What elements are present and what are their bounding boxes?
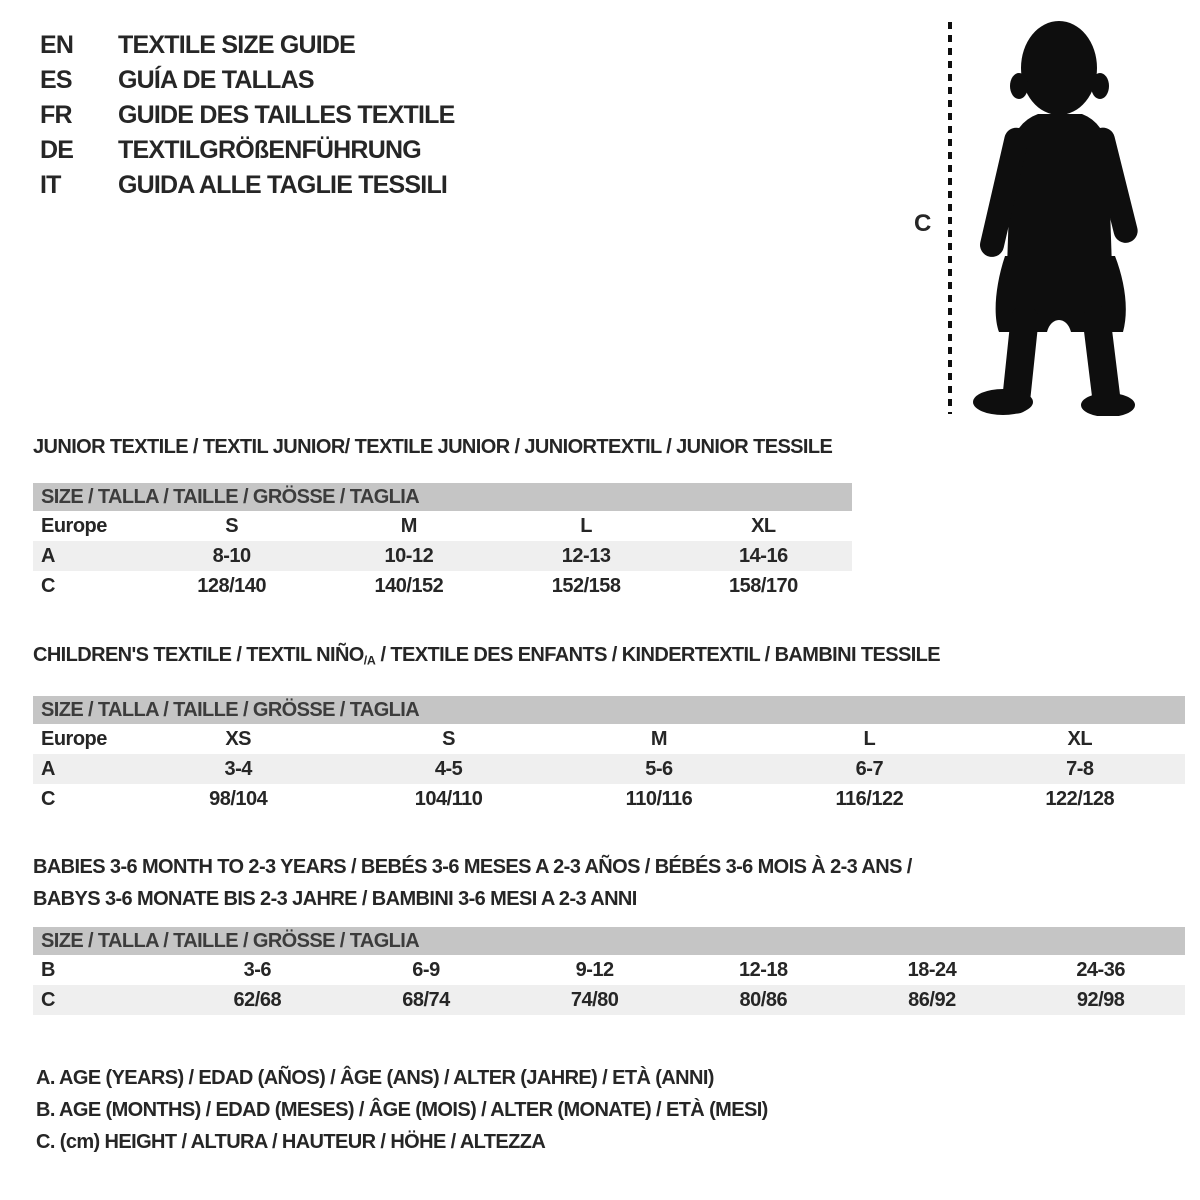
row-label: Europe [41,727,107,750]
legend-age-months: B. AGE (MONTHS) / EDAD (MESES) / ÂGE (MOIS) / ALTER (MONATE) / ETÀ (MESI) [36,1099,768,1121]
children-title-subscript: /A [363,653,376,668]
table-row-europe [33,511,852,541]
children-section-title [33,644,1185,671]
size-cell: M [400,514,417,537]
height-cell: 98/104 [209,787,268,810]
row-label: Europe [41,514,107,537]
height-cell: 128/140 [197,574,267,597]
size-cell: L [580,514,592,537]
row-label: C [41,787,55,810]
height-measure-line [948,22,952,414]
language-code: EN [40,31,74,59]
legend [36,1062,768,1158]
language-title: GUIDA ALLE TAGLIE TESSILI [118,171,448,199]
size-cell: S [225,514,239,537]
table-row-age [33,541,852,571]
size-cell: M [650,727,668,750]
age-cell: 3-6 [243,958,272,981]
height-cell: 74/80 [570,988,619,1011]
age-cell: 10-12 [384,544,434,567]
language-row-fr [40,98,455,133]
height-cell: 62/68 [233,988,282,1011]
age-cell: 3-4 [224,757,252,780]
language-title: TEXTILGRÖßENFÜHRUNG [118,136,421,164]
age-cell: 18-24 [907,958,957,981]
table-row-age [33,754,1185,784]
row-label: C [41,988,55,1011]
language-code: IT [40,171,61,199]
children-size-table [33,724,1185,814]
age-cell: 24-36 [1076,958,1125,981]
age-cell: 4-5 [434,757,463,780]
language-code: DE [40,136,74,164]
age-cell: 8-10 [212,544,251,567]
table-row-height [33,784,1185,814]
babies-title-line2: BABYS 3-6 MONATE BIS 2-3 JAHRE / BAMBINI 3-6 MESI A 2-3 ANNI [33,888,637,910]
table-row-height [33,985,1185,1015]
age-cell: 7-8 [1066,757,1094,780]
babies-section [33,851,1185,1015]
size-cell: XS [225,727,252,750]
babies-section-title [33,851,1185,915]
row-label: A [41,757,55,780]
table-row-age-months [33,955,1185,985]
babies-size-table [33,955,1185,1015]
age-cell: 6-7 [855,757,884,780]
size-cell: XL [1067,727,1093,750]
height-cell: 104/110 [414,787,483,810]
junior-size-header: SIZE / TALLA / TAILLE / GRÖSSE / TAGLIA [33,483,852,511]
row-label: B [41,958,55,981]
age-cell: 14-16 [739,544,788,567]
junior-section [33,436,852,601]
children-title-text: CHILDREN'S TEXTILE / TEXTIL NIÑO [33,644,364,666]
language-title: TEXTILE SIZE GUIDE [118,31,356,59]
language-row-de [40,133,455,168]
row-label: A [41,544,55,567]
language-row-en [40,28,455,63]
legend-age-years: A. AGE (YEARS) / EDAD (AÑOS) / ÂGE (ANS) / ALTER (JAHRE) / ETÀ (ANNI) [36,1067,714,1089]
language-title: GUIDE DES TAILLES TEXTILE [118,101,455,129]
height-cell: 92/98 [1076,988,1125,1011]
junior-size-table [33,511,852,601]
children-size-header: SIZE / TALLA / TAILLE / GRÖSSE / TAGLIA [33,696,1185,724]
legend-height-cm: C. (cm) HEIGHT / ALTURA / HAUTEUR / HÖHE / ALTEZZA [36,1131,546,1153]
children-section [33,644,1185,814]
babies-size-header: SIZE / TALLA / TAILLE / GRÖSSE / TAGLIA [33,927,1185,955]
age-cell: 12-18 [738,958,788,981]
height-cell: 116/122 [835,787,904,810]
toddler-silhouette-icon [958,16,1142,416]
height-cell: 158/170 [728,574,798,597]
age-cell: 5-6 [645,757,673,780]
language-code: FR [40,101,72,129]
height-cell: 86/92 [908,988,956,1011]
size-cell: S [442,727,455,750]
height-cell: 152/158 [551,574,621,597]
size-cell: L [863,727,876,750]
children-title-text: / TEXTILE DES ENFANTS / KINDERTEXTIL / BAMBINI TESSILE [375,644,941,666]
size-cell: XL [751,514,776,537]
language-row-es [40,63,455,98]
height-cell: 140/152 [374,574,444,597]
age-cell: 12-13 [561,544,611,567]
table-row-height [33,571,852,601]
height-cell: 110/116 [625,787,693,810]
junior-section-title: JUNIOR TEXTILE / TEXTIL JUNIOR/ TEXTILE JUNIOR / JUNIORTEXTIL / JUNIOR TESSILE [33,436,833,458]
height-measure-label: C [914,210,932,237]
height-cell: 122/128 [1045,787,1115,810]
language-title: GUÍA DE TALLAS [118,66,314,94]
babies-title-line1: BABIES 3-6 MONTH TO 2-3 YEARS / BEBÉS 3-6 MESES A 2-3 AÑOS / BÉBÉS 3-6 MOIS À 2-3 ANS / [33,856,912,878]
age-cell: 9-12 [575,958,614,981]
table-row-europe [33,724,1185,754]
height-cell: 68/74 [402,988,450,1011]
row-label: C [41,574,55,597]
language-code: ES [40,66,72,94]
height-cell: 80/86 [739,988,788,1011]
language-title-list [40,28,455,203]
language-row-it [40,168,455,203]
age-cell: 6-9 [412,958,440,981]
